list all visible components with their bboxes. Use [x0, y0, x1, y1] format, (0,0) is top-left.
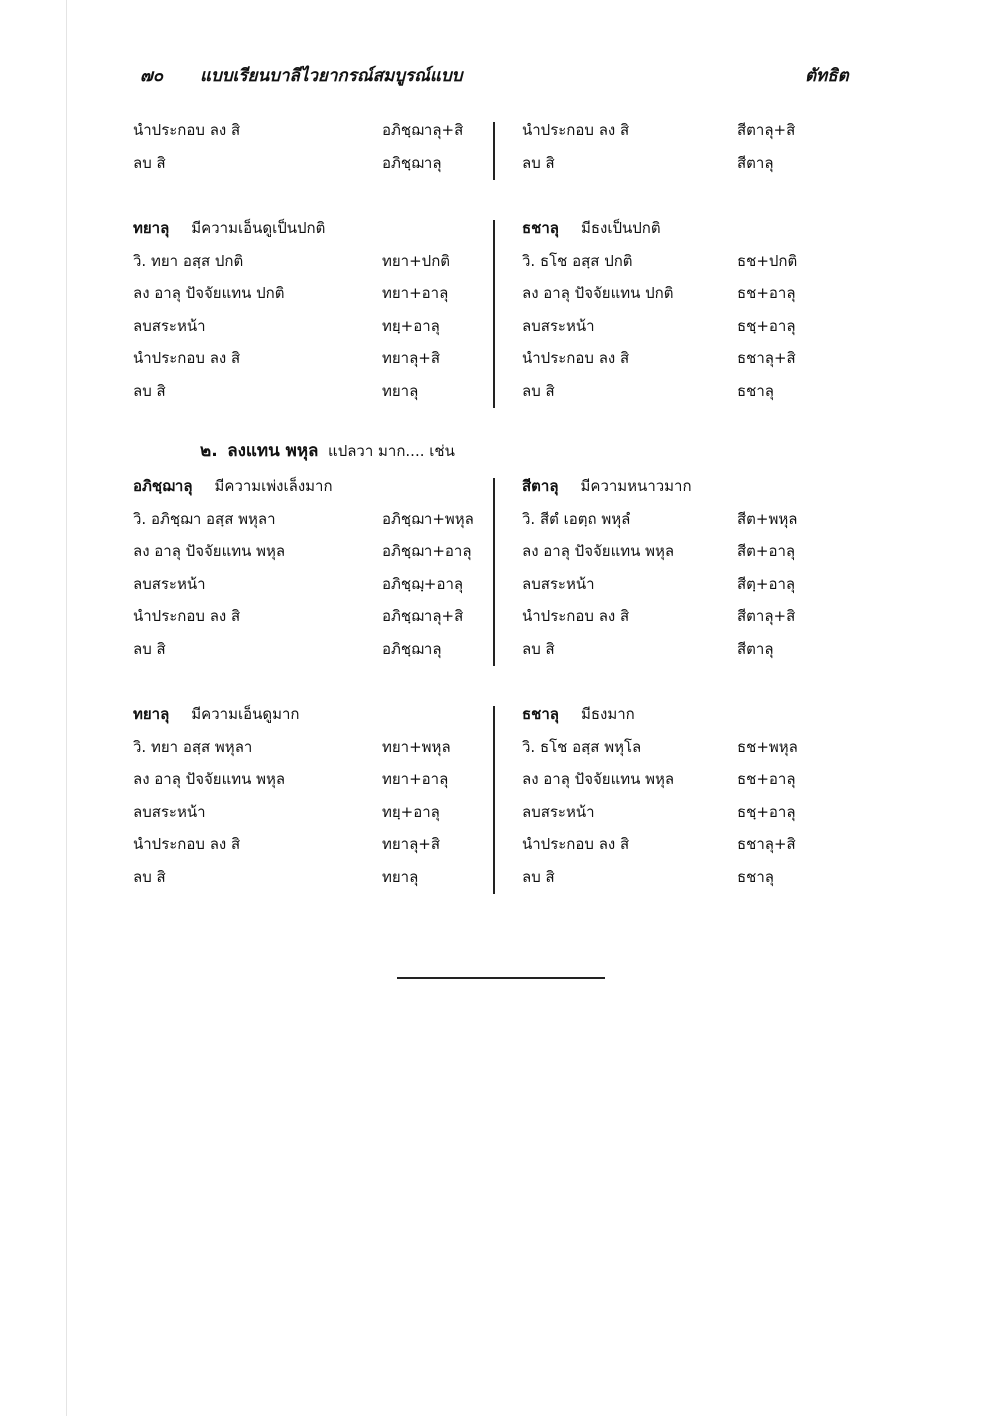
form-text: อภิชฺฌาลุ+สิ	[382, 121, 464, 139]
form-text: ธช+ปกติ	[737, 251, 798, 270]
entry-term: ธชาลุ	[522, 705, 559, 723]
table-row	[0, 828, 1000, 861]
step-text: วิ. ธโช อสฺส ปกติ	[522, 251, 633, 270]
column-divider	[493, 706, 495, 894]
form-text: ทยฺ+อาลุ	[382, 802, 440, 821]
step-text: นำประกอบ ลง สิ	[133, 121, 241, 139]
step-text: ลบสระหน้า	[522, 316, 595, 335]
step-text: วิ. ทยา อสฺส พหุลา	[133, 737, 253, 756]
form-text: ธช+พหุล	[737, 737, 798, 756]
form-text: ทยาลุ	[382, 867, 419, 886]
entry-term: ทยาลุ	[133, 219, 170, 237]
table-row	[0, 277, 1000, 310]
step-text: ลบสระหน้า	[133, 574, 206, 593]
form-text: สีตาลุ+สิ	[737, 121, 796, 139]
step-text: ลบสระหน้า	[522, 574, 595, 593]
step-text: ลบ สิ	[133, 867, 166, 886]
form-text: ทยา+พหุล	[382, 737, 451, 756]
column-divider	[493, 478, 495, 666]
form-text: อภิชฺฌาลุ+สิ	[382, 607, 464, 625]
step-text: วิ. ธโช อสฺส พหุโล	[522, 737, 642, 756]
step-text: ลบ สิ	[522, 639, 555, 658]
table-row	[0, 796, 1000, 829]
derivation-block-1	[0, 212, 1000, 407]
form-text: ทยาลุ	[382, 381, 419, 400]
derivation-block-2	[0, 470, 1000, 665]
entry-meaning: มีธงมาก	[580, 705, 635, 723]
form-text: ทยา+ปกติ	[382, 251, 451, 270]
form-text: ทยา+อาลุ	[382, 284, 449, 302]
book-title: แบบเรียนบาลีไวยากรณ์สมบูรณ์แบบ	[200, 66, 463, 86]
form-text: ธชฺ+อาลุ	[737, 802, 796, 821]
step-text: วิ. สีตํ เอตฺถ พหุลํ	[522, 509, 631, 528]
form-text: สีตาลุ	[737, 639, 774, 658]
entry-meaning: มีธงเป็นปกติ	[580, 219, 661, 237]
step-text: ลง อาลุ ปัจจัยแทน พหุล	[522, 542, 675, 560]
form-text: สีต+พหุล	[737, 509, 798, 528]
form-text: ทยา+อาลุ	[382, 770, 449, 788]
step-text: วิ. ทยา อสฺส ปกติ	[133, 251, 244, 270]
step-text: นำประกอบ ลง สิ	[133, 607, 241, 625]
form-text: อภิชฺฌฺ+อาลุ	[382, 574, 464, 593]
step-text: นำประกอบ ลง สิ	[133, 835, 241, 853]
table-row	[0, 114, 1000, 147]
table-row	[0, 568, 1000, 601]
form-text: อภิชฺฌาลุ	[382, 153, 442, 172]
step-text: ลง อาลุ ปัจจัยแทน ปกติ	[522, 284, 674, 302]
entry-heading-row	[0, 698, 1000, 731]
column-divider	[493, 220, 495, 408]
form-text: สีตาลุ+สิ	[737, 607, 796, 625]
entry-meaning: มีความเอ็นดูเป็นปกติ	[191, 219, 326, 237]
table-row	[0, 535, 1000, 568]
table-row	[0, 310, 1000, 343]
form-text: ธชาลุ	[737, 867, 774, 886]
top-continuation	[0, 114, 1000, 179]
step-text: นำประกอบ ลง สิ	[133, 349, 241, 367]
table-row	[0, 633, 1000, 666]
form-text: สีตฺ+อาลุ	[737, 574, 796, 593]
step-text: ลบ สิ	[133, 153, 166, 172]
form-text: ทยฺ+อาลุ	[382, 316, 440, 335]
entry-term: ทยาลุ	[133, 705, 170, 723]
table-row	[0, 763, 1000, 796]
table-row	[0, 245, 1000, 278]
step-text: ลง อาลุ ปัจจัยแทน พหุล	[522, 770, 675, 788]
column-divider	[493, 122, 495, 180]
form-text: ธชฺ+อาลุ	[737, 316, 796, 335]
table-row	[0, 731, 1000, 764]
step-text: ลง อาลุ ปัจจัยแทน พหุล	[133, 542, 286, 560]
step-text: ลบ สิ	[522, 867, 555, 886]
form-text: อภิชฺฌา+พหุล	[382, 509, 474, 528]
step-text: ลง อาลุ ปัจจัยแทน พหุล	[133, 770, 286, 788]
form-text: สีตาลุ	[737, 153, 774, 172]
step-text: ลบสระหน้า	[522, 802, 595, 821]
form-text: อภิชฺฌาลุ	[382, 639, 442, 658]
chapter-title: ตัทธิต	[805, 66, 849, 86]
form-text: ธช+อาลุ	[737, 284, 796, 302]
form-text: สีต+อาลุ	[737, 542, 796, 560]
form-text: ธชาลุ+สิ	[737, 835, 796, 853]
step-text: นำประกอบ ลง สิ	[522, 121, 630, 139]
step-text: ลบ สิ	[522, 153, 555, 172]
step-text: วิ. อภิชฺฌา อสฺส พหุลา	[133, 509, 276, 528]
table-row	[0, 503, 1000, 536]
entry-term: อภิชฺฌาลุ	[133, 477, 193, 495]
table-row	[0, 375, 1000, 408]
form-text: ธชาลุ	[737, 381, 774, 400]
step-text: ลง อาลุ ปัจจัยแทน ปกติ	[133, 284, 285, 302]
entry-meaning: มีความหนาวมาก	[580, 477, 692, 495]
form-text: ทยาลุ+สิ	[382, 349, 441, 367]
form-text: ธชาลุ+สิ	[737, 349, 796, 367]
form-text: ธช+อาลุ	[737, 770, 796, 788]
derivation-block-3	[0, 698, 1000, 893]
page-header	[0, 62, 1000, 92]
step-text: นำประกอบ ลง สิ	[522, 349, 630, 367]
step-text: นำประกอบ ลง สิ	[522, 607, 630, 625]
step-text: ลบ สิ	[133, 639, 166, 658]
step-text: ลบ สิ	[522, 381, 555, 400]
table-row	[0, 600, 1000, 633]
step-text: ลบสระหน้า	[133, 316, 206, 335]
form-text: ทยาลุ+สิ	[382, 835, 441, 853]
table-row	[0, 147, 1000, 180]
section-heading	[200, 437, 455, 464]
page-number: ๗๐	[140, 66, 164, 86]
step-text: ลบ สิ	[133, 381, 166, 400]
table-row	[0, 861, 1000, 894]
entry-term: ธชาลุ	[522, 219, 559, 237]
entry-heading-row	[0, 470, 1000, 503]
entry-meaning: มีความเพ่งเล็งมาก	[214, 477, 333, 495]
section-number: ๒.	[200, 441, 218, 461]
entry-heading-row	[0, 212, 1000, 245]
section-title: ลงแทน พหุล	[227, 441, 319, 461]
step-text: นำประกอบ ลง สิ	[522, 835, 630, 853]
entry-meaning: มีความเอ็นดูมาก	[191, 705, 300, 723]
section-subtitle: แปลวา มาก.... เช่น	[328, 442, 455, 460]
table-row	[0, 342, 1000, 375]
form-text: อภิชฺฌา+อาลุ	[382, 542, 472, 560]
entry-term: สีตาลุ	[522, 477, 559, 495]
end-rule	[397, 977, 605, 979]
step-text: ลบสระหน้า	[133, 802, 206, 821]
